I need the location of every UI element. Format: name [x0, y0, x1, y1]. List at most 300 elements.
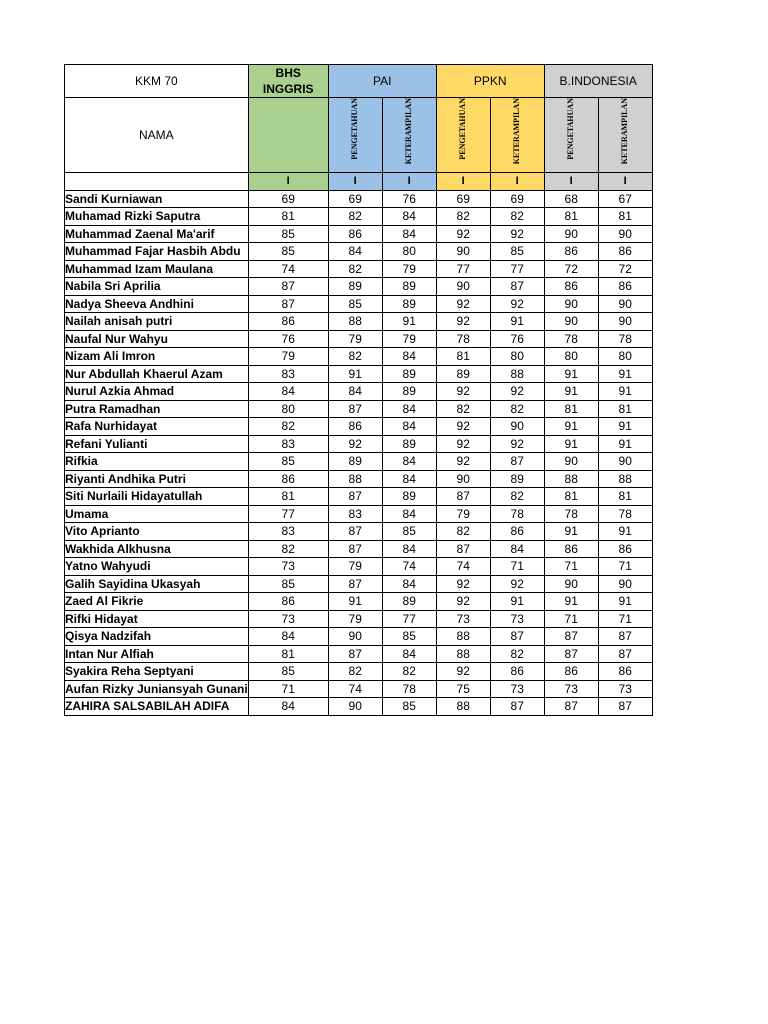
- score-cell: 88: [328, 313, 382, 331]
- score-cell: 86: [544, 278, 598, 296]
- score-cell: 90: [598, 295, 652, 313]
- score-cell: 71: [248, 680, 328, 698]
- score-cell: 84: [328, 243, 382, 261]
- score-cell: 79: [382, 330, 436, 348]
- score-cell: 86: [598, 243, 652, 261]
- score-cell: 79: [328, 558, 382, 576]
- score-cell: 87: [598, 628, 652, 646]
- score-cell: 69: [328, 190, 382, 208]
- score-cell: 86: [490, 663, 544, 681]
- subject-bhs-inggris: BHS INGGRIS: [248, 65, 328, 98]
- score-cell: 82: [436, 523, 490, 541]
- score-cell: 88: [544, 470, 598, 488]
- score-cell: 92: [436, 295, 490, 313]
- score-cell: 87: [490, 698, 544, 716]
- score-cell: 81: [248, 488, 328, 506]
- table-row: [65, 540, 653, 558]
- score-cell: 90: [598, 453, 652, 471]
- score-cell: 87: [248, 278, 328, 296]
- score-cell: 91: [598, 418, 652, 436]
- table-row: [65, 365, 653, 383]
- score-cell: 82: [436, 400, 490, 418]
- semester-label: I: [248, 173, 328, 191]
- score-cell: 91: [544, 365, 598, 383]
- table-row: [65, 313, 653, 331]
- semester-label: I: [436, 173, 490, 191]
- header-row-subjects: [65, 65, 653, 98]
- score-cell: 86: [598, 663, 652, 681]
- score-cell: 79: [382, 260, 436, 278]
- score-cell: 76: [382, 190, 436, 208]
- table-row: [65, 663, 653, 681]
- score-cell: 90: [544, 225, 598, 243]
- grades-table: [64, 64, 653, 716]
- score-cell: 92: [436, 383, 490, 401]
- score-cell: 91: [544, 593, 598, 611]
- table-row: [65, 488, 653, 506]
- score-cell: 84: [382, 505, 436, 523]
- bindo-keterampilan-header: [598, 98, 652, 173]
- score-cell: 79: [436, 505, 490, 523]
- student-name: Nizam Ali Imron: [65, 348, 249, 366]
- bhs-inggris-empty-cell: [248, 98, 328, 173]
- score-cell: 78: [490, 505, 544, 523]
- score-cell: 91: [598, 593, 652, 611]
- score-cell: 90: [328, 628, 382, 646]
- score-cell: 90: [490, 418, 544, 436]
- score-cell: 90: [598, 575, 652, 593]
- score-cell: 82: [490, 488, 544, 506]
- semester-label: I: [598, 173, 652, 191]
- score-cell: 86: [328, 418, 382, 436]
- score-cell: 73: [544, 680, 598, 698]
- score-cell: 81: [544, 400, 598, 418]
- score-cell: 73: [490, 610, 544, 628]
- score-cell: 91: [382, 313, 436, 331]
- student-name: Umama: [65, 505, 249, 523]
- score-cell: 82: [436, 208, 490, 226]
- score-cell: 74: [248, 260, 328, 278]
- score-cell: 88: [328, 470, 382, 488]
- score-cell: 79: [328, 610, 382, 628]
- score-cell: 89: [490, 470, 544, 488]
- score-cell: 92: [490, 435, 544, 453]
- score-cell: 87: [328, 488, 382, 506]
- student-name: Galih Sayidina Ukasyah: [65, 575, 249, 593]
- table-row: [65, 225, 653, 243]
- score-cell: 91: [598, 383, 652, 401]
- score-cell: 92: [490, 295, 544, 313]
- nama-header: NAMA: [65, 98, 249, 173]
- score-cell: 78: [598, 330, 652, 348]
- score-cell: 71: [544, 610, 598, 628]
- student-name: Riyanti Andhika Putri: [65, 470, 249, 488]
- score-cell: 87: [328, 540, 382, 558]
- score-cell: 71: [598, 558, 652, 576]
- score-cell: 84: [248, 628, 328, 646]
- score-cell: 80: [490, 348, 544, 366]
- pengetahuan-label: PENGETAHUAN: [350, 98, 360, 160]
- score-cell: 90: [544, 453, 598, 471]
- score-cell: 73: [436, 610, 490, 628]
- student-name: Nadya Sheeva Andhini: [65, 295, 249, 313]
- table-row: [65, 435, 653, 453]
- table-row: [65, 295, 653, 313]
- ppkn-keterampilan-header: [490, 98, 544, 173]
- student-name: Syakira Reha Septyani: [65, 663, 249, 681]
- table-row: [65, 505, 653, 523]
- score-cell: 76: [490, 330, 544, 348]
- score-cell: 90: [598, 313, 652, 331]
- score-cell: 92: [436, 418, 490, 436]
- student-name: Putra Ramadhan: [65, 400, 249, 418]
- score-cell: 89: [382, 383, 436, 401]
- score-cell: 84: [382, 348, 436, 366]
- score-cell: 89: [382, 435, 436, 453]
- student-name: Rifki Hidayat: [65, 610, 249, 628]
- score-cell: 87: [598, 698, 652, 716]
- score-cell: 87: [490, 628, 544, 646]
- subject-pai: PAI: [328, 65, 436, 98]
- header-row-semester: [65, 173, 653, 191]
- score-cell: 77: [382, 610, 436, 628]
- score-cell: 88: [436, 645, 490, 663]
- score-cell: 90: [598, 225, 652, 243]
- score-cell: 71: [490, 558, 544, 576]
- student-name: Wakhida Alkhusna: [65, 540, 249, 558]
- score-cell: 68: [544, 190, 598, 208]
- score-cell: 86: [248, 470, 328, 488]
- score-cell: 77: [436, 260, 490, 278]
- student-name: Rafa Nurhidayat: [65, 418, 249, 436]
- score-cell: 81: [598, 400, 652, 418]
- score-cell: 79: [248, 348, 328, 366]
- table-row: [65, 400, 653, 418]
- score-cell: 84: [328, 383, 382, 401]
- score-cell: 81: [544, 488, 598, 506]
- score-cell: 88: [436, 628, 490, 646]
- score-cell: 89: [328, 278, 382, 296]
- score-cell: 83: [248, 523, 328, 541]
- score-cell: 87: [490, 278, 544, 296]
- score-cell: 86: [248, 593, 328, 611]
- score-cell: 80: [248, 400, 328, 418]
- score-cell: 92: [490, 575, 544, 593]
- score-cell: 84: [382, 575, 436, 593]
- score-cell: 91: [328, 365, 382, 383]
- keterampilan-label: KETERAMPILAN: [620, 98, 630, 165]
- score-cell: 91: [598, 365, 652, 383]
- score-cell: 84: [382, 540, 436, 558]
- score-cell: 83: [248, 365, 328, 383]
- table-row: [65, 610, 653, 628]
- score-cell: 78: [598, 505, 652, 523]
- score-cell: 86: [490, 523, 544, 541]
- score-cell: 84: [382, 470, 436, 488]
- student-name: Aufan Rizky Juniansyah Gunani: [65, 681, 248, 696]
- pengetahuan-label: PENGETAHUAN: [458, 98, 468, 160]
- score-cell: 89: [328, 453, 382, 471]
- score-cell: 90: [436, 470, 490, 488]
- kkm-label: KKM 70: [65, 65, 249, 98]
- keterampilan-label: KETERAMPILAN: [404, 98, 414, 165]
- subject-ppkn: PPKN: [436, 65, 544, 98]
- score-cell: 67: [598, 190, 652, 208]
- pai-keterampilan-header: [382, 98, 436, 173]
- score-cell: 87: [598, 645, 652, 663]
- score-cell: 85: [382, 523, 436, 541]
- score-cell: 74: [436, 558, 490, 576]
- score-cell: 74: [328, 680, 382, 698]
- score-cell: 86: [544, 540, 598, 558]
- score-cell: 86: [544, 663, 598, 681]
- semester-label: I: [544, 173, 598, 191]
- student-name: Muhammad Fajar Hasbih Abdu: [65, 243, 249, 261]
- score-cell: 90: [328, 698, 382, 716]
- score-cell: 73: [248, 610, 328, 628]
- student-name: Sandi Kurniawan: [65, 190, 249, 208]
- score-cell: 81: [544, 208, 598, 226]
- bindo-pengetahuan-header: [544, 98, 598, 173]
- score-cell: 82: [248, 418, 328, 436]
- score-cell: 85: [328, 295, 382, 313]
- score-cell: 73: [598, 680, 652, 698]
- score-cell: 82: [328, 348, 382, 366]
- score-cell: 82: [490, 400, 544, 418]
- student-name: Nabila Sri Aprilia: [65, 278, 249, 296]
- score-cell: 90: [436, 278, 490, 296]
- score-cell: 79: [328, 330, 382, 348]
- score-cell: 82: [490, 208, 544, 226]
- score-cell: 89: [382, 278, 436, 296]
- score-cell: 84: [382, 418, 436, 436]
- score-cell: 80: [544, 348, 598, 366]
- score-cell: 91: [490, 313, 544, 331]
- score-cell: 88: [490, 365, 544, 383]
- student-name: Intan Nur Alfiah: [65, 645, 249, 663]
- pengetahuan-label: PENGETAHUAN: [566, 98, 576, 160]
- score-cell: 91: [598, 523, 652, 541]
- score-cell: 90: [544, 313, 598, 331]
- score-cell: 91: [490, 593, 544, 611]
- score-cell: 92: [490, 225, 544, 243]
- score-cell: 71: [598, 610, 652, 628]
- score-cell: 89: [436, 365, 490, 383]
- score-cell: 77: [248, 505, 328, 523]
- table-row: [65, 628, 653, 646]
- score-cell: 84: [382, 208, 436, 226]
- score-cell: 87: [490, 453, 544, 471]
- score-cell: 69: [248, 190, 328, 208]
- score-cell: 87: [544, 645, 598, 663]
- score-cell: 88: [436, 698, 490, 716]
- score-cell: 86: [544, 243, 598, 261]
- student-name: Zaed Al Fikrie: [65, 593, 249, 611]
- score-cell: 85: [248, 243, 328, 261]
- subject-b-indonesia: B.INDONESIA: [544, 65, 652, 98]
- score-cell: 89: [382, 593, 436, 611]
- score-cell: 87: [328, 400, 382, 418]
- score-cell: 91: [544, 523, 598, 541]
- score-cell: 81: [436, 348, 490, 366]
- score-cell: 75: [436, 680, 490, 698]
- score-cell: 84: [248, 698, 328, 716]
- score-cell: 74: [382, 558, 436, 576]
- score-cell: 82: [490, 645, 544, 663]
- score-cell: 91: [544, 435, 598, 453]
- score-cell: 91: [328, 593, 382, 611]
- score-cell: 92: [490, 383, 544, 401]
- score-cell: 78: [544, 505, 598, 523]
- table-row: [65, 645, 653, 663]
- score-cell: 84: [490, 540, 544, 558]
- score-cell: 82: [328, 260, 382, 278]
- score-cell: 84: [382, 225, 436, 243]
- score-cell: 84: [382, 400, 436, 418]
- student-name: Nailah anisah putri: [65, 313, 249, 331]
- score-cell: 73: [490, 680, 544, 698]
- table-row: [65, 680, 653, 698]
- score-cell: 84: [248, 383, 328, 401]
- score-cell: 92: [436, 453, 490, 471]
- semester-label: I: [328, 173, 382, 191]
- score-cell: 85: [382, 698, 436, 716]
- score-cell: 81: [598, 488, 652, 506]
- score-cell: 92: [436, 575, 490, 593]
- score-cell: 81: [248, 645, 328, 663]
- score-cell: 80: [382, 243, 436, 261]
- score-cell: 69: [436, 190, 490, 208]
- score-cell: 92: [436, 663, 490, 681]
- score-cell: 89: [382, 295, 436, 313]
- score-cell: 77: [490, 260, 544, 278]
- score-cell: 85: [248, 575, 328, 593]
- score-cell: 90: [436, 243, 490, 261]
- student-name: Muhammad Zaenal Ma'arif: [65, 225, 249, 243]
- student-name: Siti Nurlaili Hidayatullah: [65, 488, 249, 506]
- score-cell: 86: [248, 313, 328, 331]
- score-cell: 81: [598, 208, 652, 226]
- score-cell: 83: [248, 435, 328, 453]
- pai-pengetahuan-header: [328, 98, 382, 173]
- score-cell: 91: [598, 435, 652, 453]
- table-row: [65, 453, 653, 471]
- table-row: [65, 523, 653, 541]
- student-name: Muhamad Rizki Saputra: [65, 208, 249, 226]
- table-row: [65, 383, 653, 401]
- score-cell: 87: [248, 295, 328, 313]
- score-cell: 89: [382, 365, 436, 383]
- student-name: Naufal Nur Wahyu: [65, 330, 249, 348]
- score-cell: 85: [248, 225, 328, 243]
- table-row: [65, 243, 653, 261]
- score-cell: 87: [436, 540, 490, 558]
- ppkn-pengetahuan-header: [436, 98, 490, 173]
- student-name: Vito Aprianto: [65, 523, 249, 541]
- student-name: Nurul Azkia Ahmad: [65, 383, 249, 401]
- student-name: Nur Abdullah Khaerul Azam: [65, 365, 249, 383]
- score-cell: 82: [328, 208, 382, 226]
- semester-label: I: [490, 173, 544, 191]
- score-cell: 71: [544, 558, 598, 576]
- table-row: [65, 330, 653, 348]
- score-cell: 76: [248, 330, 328, 348]
- score-cell: 87: [328, 575, 382, 593]
- score-cell: 73: [248, 558, 328, 576]
- score-cell: 86: [328, 225, 382, 243]
- score-cell: 72: [544, 260, 598, 278]
- score-cell: 86: [598, 278, 652, 296]
- table-row: [65, 575, 653, 593]
- score-cell: 87: [544, 698, 598, 716]
- score-cell: 78: [436, 330, 490, 348]
- student-name: Rifkia: [65, 453, 249, 471]
- table-row: [65, 260, 653, 278]
- score-cell: 87: [544, 628, 598, 646]
- score-cell: 91: [544, 383, 598, 401]
- table-row: [65, 190, 653, 208]
- score-cell: 80: [598, 348, 652, 366]
- score-cell: 85: [248, 453, 328, 471]
- table-row: [65, 208, 653, 226]
- score-cell: 82: [382, 663, 436, 681]
- score-cell: 92: [436, 435, 490, 453]
- student-name: Qisya Nadzifah: [65, 628, 249, 646]
- score-cell: 90: [544, 575, 598, 593]
- score-cell: 78: [382, 680, 436, 698]
- score-cell: 81: [248, 208, 328, 226]
- score-cell: 92: [328, 435, 382, 453]
- table-row: [65, 593, 653, 611]
- score-cell: 86: [598, 540, 652, 558]
- score-cell: 89: [382, 488, 436, 506]
- score-cell: 87: [436, 488, 490, 506]
- semester-empty-cell: [65, 173, 249, 191]
- score-cell: 92: [436, 593, 490, 611]
- score-cell: 78: [544, 330, 598, 348]
- score-cell: 84: [382, 645, 436, 663]
- score-cell: 83: [328, 505, 382, 523]
- score-cell: 87: [328, 523, 382, 541]
- keterampilan-label: KETERAMPILAN: [512, 98, 522, 165]
- score-cell: 85: [248, 663, 328, 681]
- score-cell: 72: [598, 260, 652, 278]
- score-cell: 88: [598, 470, 652, 488]
- score-cell: 87: [328, 645, 382, 663]
- score-cell: 92: [436, 313, 490, 331]
- header-row-subcategories: [65, 98, 653, 173]
- score-cell: 82: [328, 663, 382, 681]
- table-row: [65, 698, 653, 716]
- score-cell: 84: [382, 453, 436, 471]
- table-row: [65, 418, 653, 436]
- table-row: [65, 470, 653, 488]
- score-cell: 85: [382, 628, 436, 646]
- student-name: Refani Yulianti: [65, 435, 249, 453]
- student-name: Muhammad Izam Maulana: [65, 260, 249, 278]
- student-name: Yatno Wahyudi: [65, 558, 249, 576]
- semester-label: I: [382, 173, 436, 191]
- score-cell: 91: [544, 418, 598, 436]
- student-name: ZAHIRA SALSABILAH ADIFA: [65, 698, 249, 716]
- score-cell: 85: [490, 243, 544, 261]
- table-row: [65, 278, 653, 296]
- score-cell: 90: [544, 295, 598, 313]
- table-row: [65, 558, 653, 576]
- score-cell: 82: [248, 540, 328, 558]
- score-cell: 69: [490, 190, 544, 208]
- score-cell: 92: [436, 225, 490, 243]
